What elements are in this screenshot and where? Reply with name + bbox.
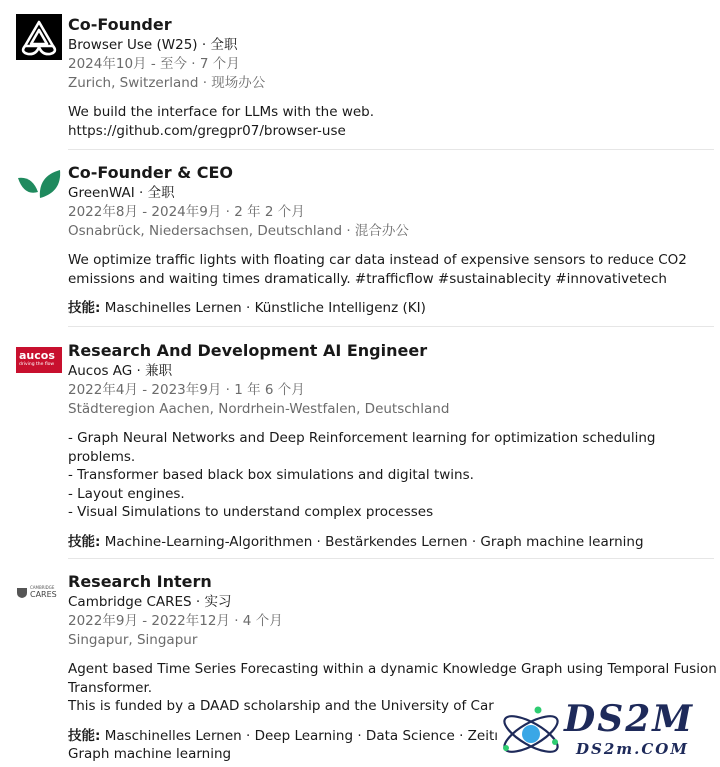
description <box>68 103 708 140</box>
job-title[interactable]: Co-Founder <box>68 15 172 34</box>
skills-label: 技能: <box>68 727 101 744</box>
description-line: problems. <box>68 448 136 465</box>
job-title[interactable]: Research Intern <box>68 572 212 591</box>
cambridge-logo-text: CAMBRIDGE <box>30 585 55 590</box>
location: Osnabrück, Niedersachsen, Deutschland · 混合办公 <box>68 223 409 239</box>
skills-list: Maschinelles Lernen · Künstliche Intelligenz (KI) <box>104 300 426 316</box>
skills-label: 技能: <box>68 300 101 316</box>
description-line: We build the interface for LLMs with the web. <box>68 104 375 120</box>
skills-label: 技能: <box>68 533 101 550</box>
location: Zurich, Switzerland · 现场办公 <box>68 75 266 91</box>
job-title[interactable]: Co-Founder & CEO <box>68 163 233 182</box>
skills[interactable] <box>68 299 708 318</box>
company-name: GreenWAI · 全职 <box>68 185 175 201</box>
description-line: - Visual Simulations to understand complex processes <box>68 504 434 520</box>
description <box>68 251 708 288</box>
location: Städteregion Aachen, Nordrhein-Westfalen, Deutschland <box>68 401 450 417</box>
skills-list-continued: Graph machine learning <box>68 746 232 762</box>
company-name: Cambridge CARES · 实习 <box>68 594 232 610</box>
aucos-logo-tagline: driving the flow <box>19 362 55 367</box>
company-name: Aucos AG · 兼职 <box>68 363 173 379</box>
watermark <box>498 700 720 767</box>
description-link[interactable]: https://github.com/gregpr07/browser-use <box>68 122 346 139</box>
description-line: - Graph Neural Networks and Deep Reinforcement learning for optimization scheduling <box>68 430 656 446</box>
description-line: We optimize traffic lights with floating car data instead of expensive sensors to reduce CO2 <box>68 252 687 268</box>
experience-entry-aucos <box>0 327 714 558</box>
skills-list: Machine-Learning-Algorithmen · Bestärkendes Lernen · Graph machine learning <box>104 533 644 550</box>
cambridge-cares-logo[interactable] <box>16 585 62 601</box>
description-line: Agent based Time Series Forecasting within a dynamic Knowledge Graph using Temporal Fusion <box>68 661 717 677</box>
duration: 2022年4月 - 2023年9月 · 1 年 6 个月 <box>68 382 305 398</box>
cares-logo-text: CARES <box>30 590 57 599</box>
aucos-logo[interactable] <box>16 347 62 373</box>
watermark-subtitle: DS2m.COM <box>576 740 689 758</box>
location: Singapur, Singapur <box>68 632 198 648</box>
browser-use-logo-icon[interactable] <box>16 14 62 60</box>
aucos-logo-text: aucos <box>19 349 55 362</box>
shield-icon <box>16 587 28 599</box>
description-line: This is funded by a DAAD scholarship and the University of Car <box>68 698 494 714</box>
description <box>68 429 708 522</box>
duration: 2024年10月 - 至今 · 7 个月 <box>68 56 240 72</box>
job-title[interactable]: Research And Development AI Engineer <box>68 341 428 360</box>
experience-entry-browser-use <box>0 0 714 150</box>
skills-list: Maschinelles Lernen · Deep Learning · Data Science · Zeitı <box>104 727 499 744</box>
experience-entry-greenwai <box>0 150 714 326</box>
skills[interactable] <box>68 533 708 552</box>
description-line: - Layout engines. <box>68 485 185 502</box>
leaf-icon[interactable] <box>16 162 62 208</box>
description-line: - Transformer based black box simulations and digital twins. <box>68 467 474 483</box>
duration: 2022年8月 - 2024年9月 · 2 年 2 个月 <box>68 204 305 220</box>
watermark-title: DS2M <box>564 698 695 740</box>
description-line: emissions and waiting times dramatically. #trafficflow #sustainablecity #innovativetech <box>68 270 667 287</box>
company-name: Browser Use (W25) · 全职 <box>68 37 238 53</box>
duration: 2022年9月 - 2022年12月 · 4 个月 <box>68 613 283 629</box>
description-line: Transformer. <box>68 679 153 696</box>
